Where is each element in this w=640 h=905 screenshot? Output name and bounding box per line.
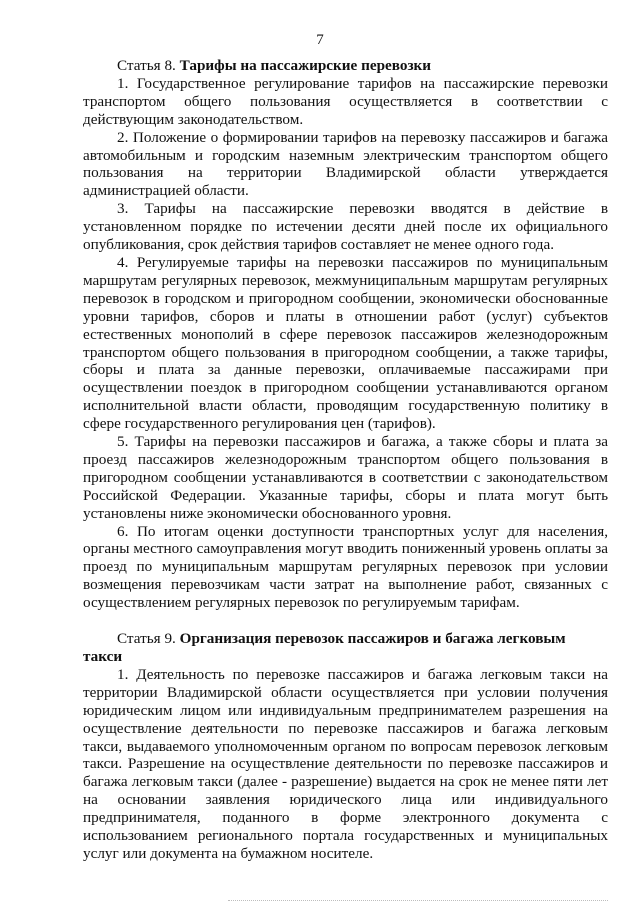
document-body xyxy=(83,57,608,863)
article-8-label: Статья 8. xyxy=(117,57,176,74)
article-8-heading xyxy=(83,57,608,75)
article-8-paragraph-2: 2. Положение о формировании тарифов на перевозку пассажиров и багажа автомобильным и городским наземным электрическим транспортом общего пользования на территории Владимирской области утверждается администрацией области. xyxy=(83,128,608,200)
article-8-paragraph-6: 6. По итогам оценки доступности транспортных услуг для населения, органы местного самоуправления могут вводить пониженный уровень оплаты за проезд по муниципальным маршрутам регулярных перевозок при условии возмещения перевозчикам части затрат на выполнение работ, связанных с осуществлением регулярных перевозок по регулируемым тарифам. xyxy=(83,522,608,612)
article-9-paragraph-1: 1. Деятельность по перевозке пассажиров и багажа легковым такси на территории Владимирской области осуществляется при условии получения юридическим лицом или индивидуальным предпринимателем разрешения на осуществление деятельности по перевозке пассажиров и багажа легковым такси, выдаваемого уполномоченным органом по вопросам перевозок легковым такси. Разрешение на осуществление деятельности по перевозке пассажиров и багажа легковым такси (далее - разрешение) выдается на срок не менее пяти лет на основании заявления юридического лица или индивидуального предпринимателя, поданного в форме электронного документа с использованием регионального портала государственных и муниципальных услуг или документа на бумажном носителе. xyxy=(83,665,608,862)
article-8-title: Тарифы на пассажирские перевозки xyxy=(179,57,432,74)
page-bottom-rule xyxy=(228,900,608,901)
article-8-paragraph-1: 1. Государственное регулирование тарифов на пассажирские перевозки транспортом общего пользования осуществляется в соответствии с действующим законодательством. xyxy=(83,74,608,128)
article-8-paragraph-5: 5. Тарифы на перевозки пассажиров и багажа, а также сборы и плата за проезд пассажиров железнодорожным транспортом общего пользования в пригородном сообщении устанавливаются в соответствии с законодательством Российской Федерации. Указанные тарифы, сборы и плата могут быть установлены ниже экономически обоснованного уровня. xyxy=(83,433,608,522)
article-9-label: Статья 9. xyxy=(117,630,176,648)
section-gap xyxy=(83,612,608,630)
page-number: 7 xyxy=(316,32,324,48)
article-8-paragraph-4: 4. Регулируемые тарифы на перевозки пассажиров по муниципальным маршрутам регулярных перевозок, межмуниципальным маршрутам регулярных перевозок в городском и пригородном сообщении, экономически обоснованные уровни тарифов, сборов и платы в отношении работ (услуг) субъектов естественных монополий в сфере перевозок пассажиров железнодорожным транспортом общего пользования в пригородном сообщении, а также тарифы, сборы и плата за данные перевозки, оплачиваемые пассажирами при осуществлении поездок в пригородном сообщении устанавливаются органом исполнительной власти области, проводящим государственную политику в сфере государственного регулирования цен (тарифов). xyxy=(83,253,608,433)
article-8-paragraph-3: 3. Тарифы на пассажирские перевозки вводятся в действие в установленном порядке по истечении десяти дней после их официального опубликования, срок действия тарифов составляет не менее одного года. xyxy=(83,200,608,254)
article-9-title: Организация перевозок пассажиров и багажа легковым такси xyxy=(83,630,566,665)
article-9-heading xyxy=(83,630,608,666)
